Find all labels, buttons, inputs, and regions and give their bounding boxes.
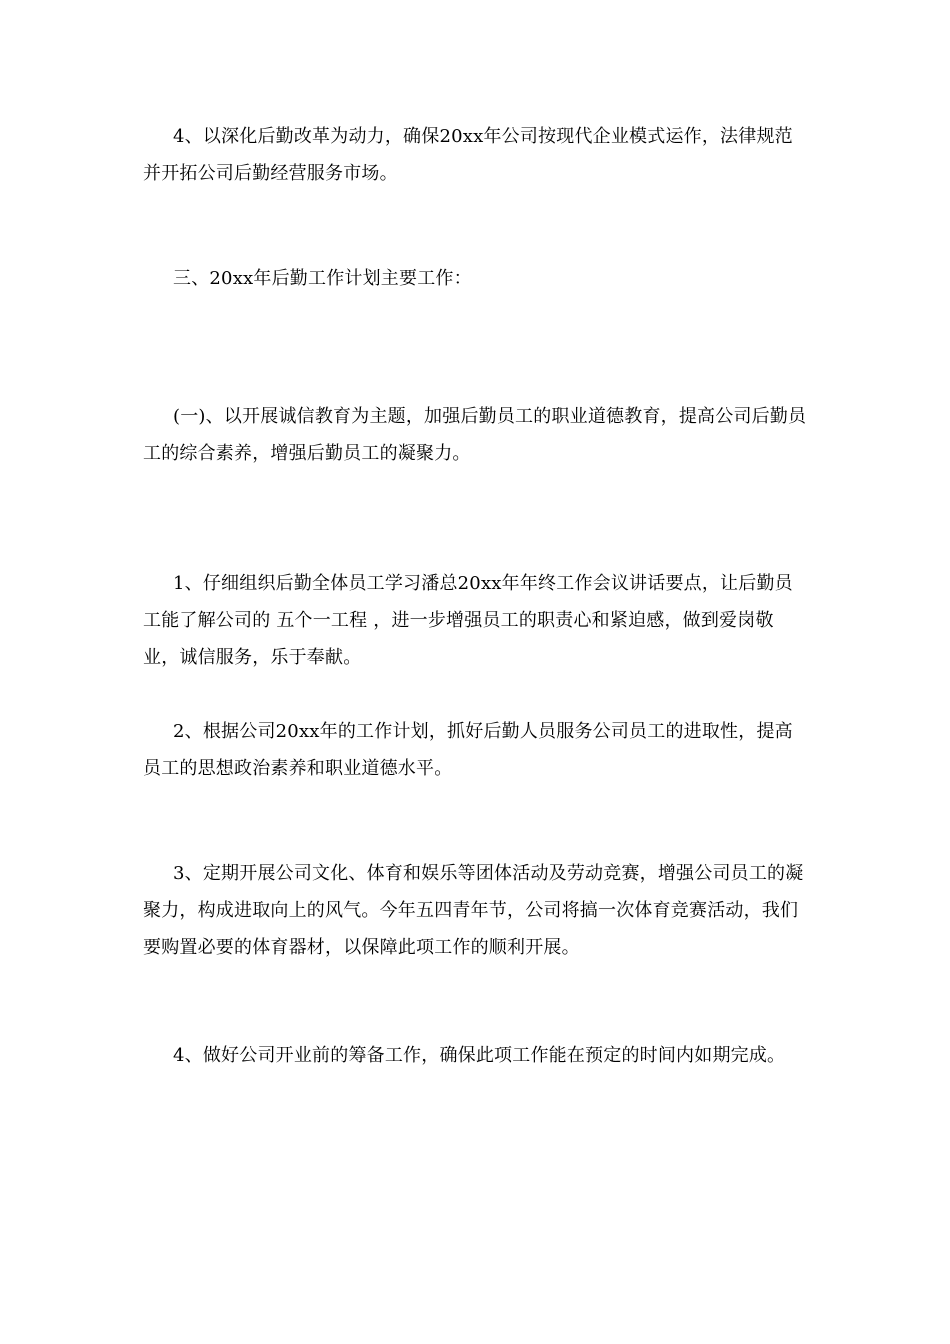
paragraph-item-3: 3、定期开展公司文化、体育和娱乐等团体活动及劳动竞赛，增强公司员工的凝聚力，构成进取向上的风气。今年五四青年节，公司将搞一次体育竞赛活动，我们要购置必要的体育器材，以保障此项工作的顺利开展。	[143, 863, 804, 958]
paragraph-item-2: 2、根据公司20xx年的工作计划，抓好后勤人员服务公司员工的进取性，提高员工的思想政治素养和职业道德水平。	[143, 721, 793, 779]
paragraph-item-4: 4、做好公司开业前的筹备工作，确保此项工作能在预定的时间内如期完成。	[173, 1045, 786, 1066]
section-heading-main-work: 三、20xx年后勤工作计划主要工作：	[173, 268, 472, 289]
paragraph-item-1: 1、仔细组织后勤全体员工学习潘总20xx年年终工作会议讲话要点，让后勤员工能了解公司的 五个一工程 ，进一步增强员工的职责心和紧迫感，做到爱岗敬业，诚信服务，乐于奉献。	[143, 573, 793, 668]
paragraph-integrity-education: (一)、以开展诚信教育为主题，加强后勤员工的职业道德教育，提高公司后勤员工的综合素养，增强后勤员工的凝聚力。	[143, 406, 807, 464]
paragraph-reform-goal: 4、以深化后勤改革为动力，确保20xx年公司按现代企业模式运作，法律规范并开拓公司后勤经营服务市场。	[143, 126, 793, 184]
